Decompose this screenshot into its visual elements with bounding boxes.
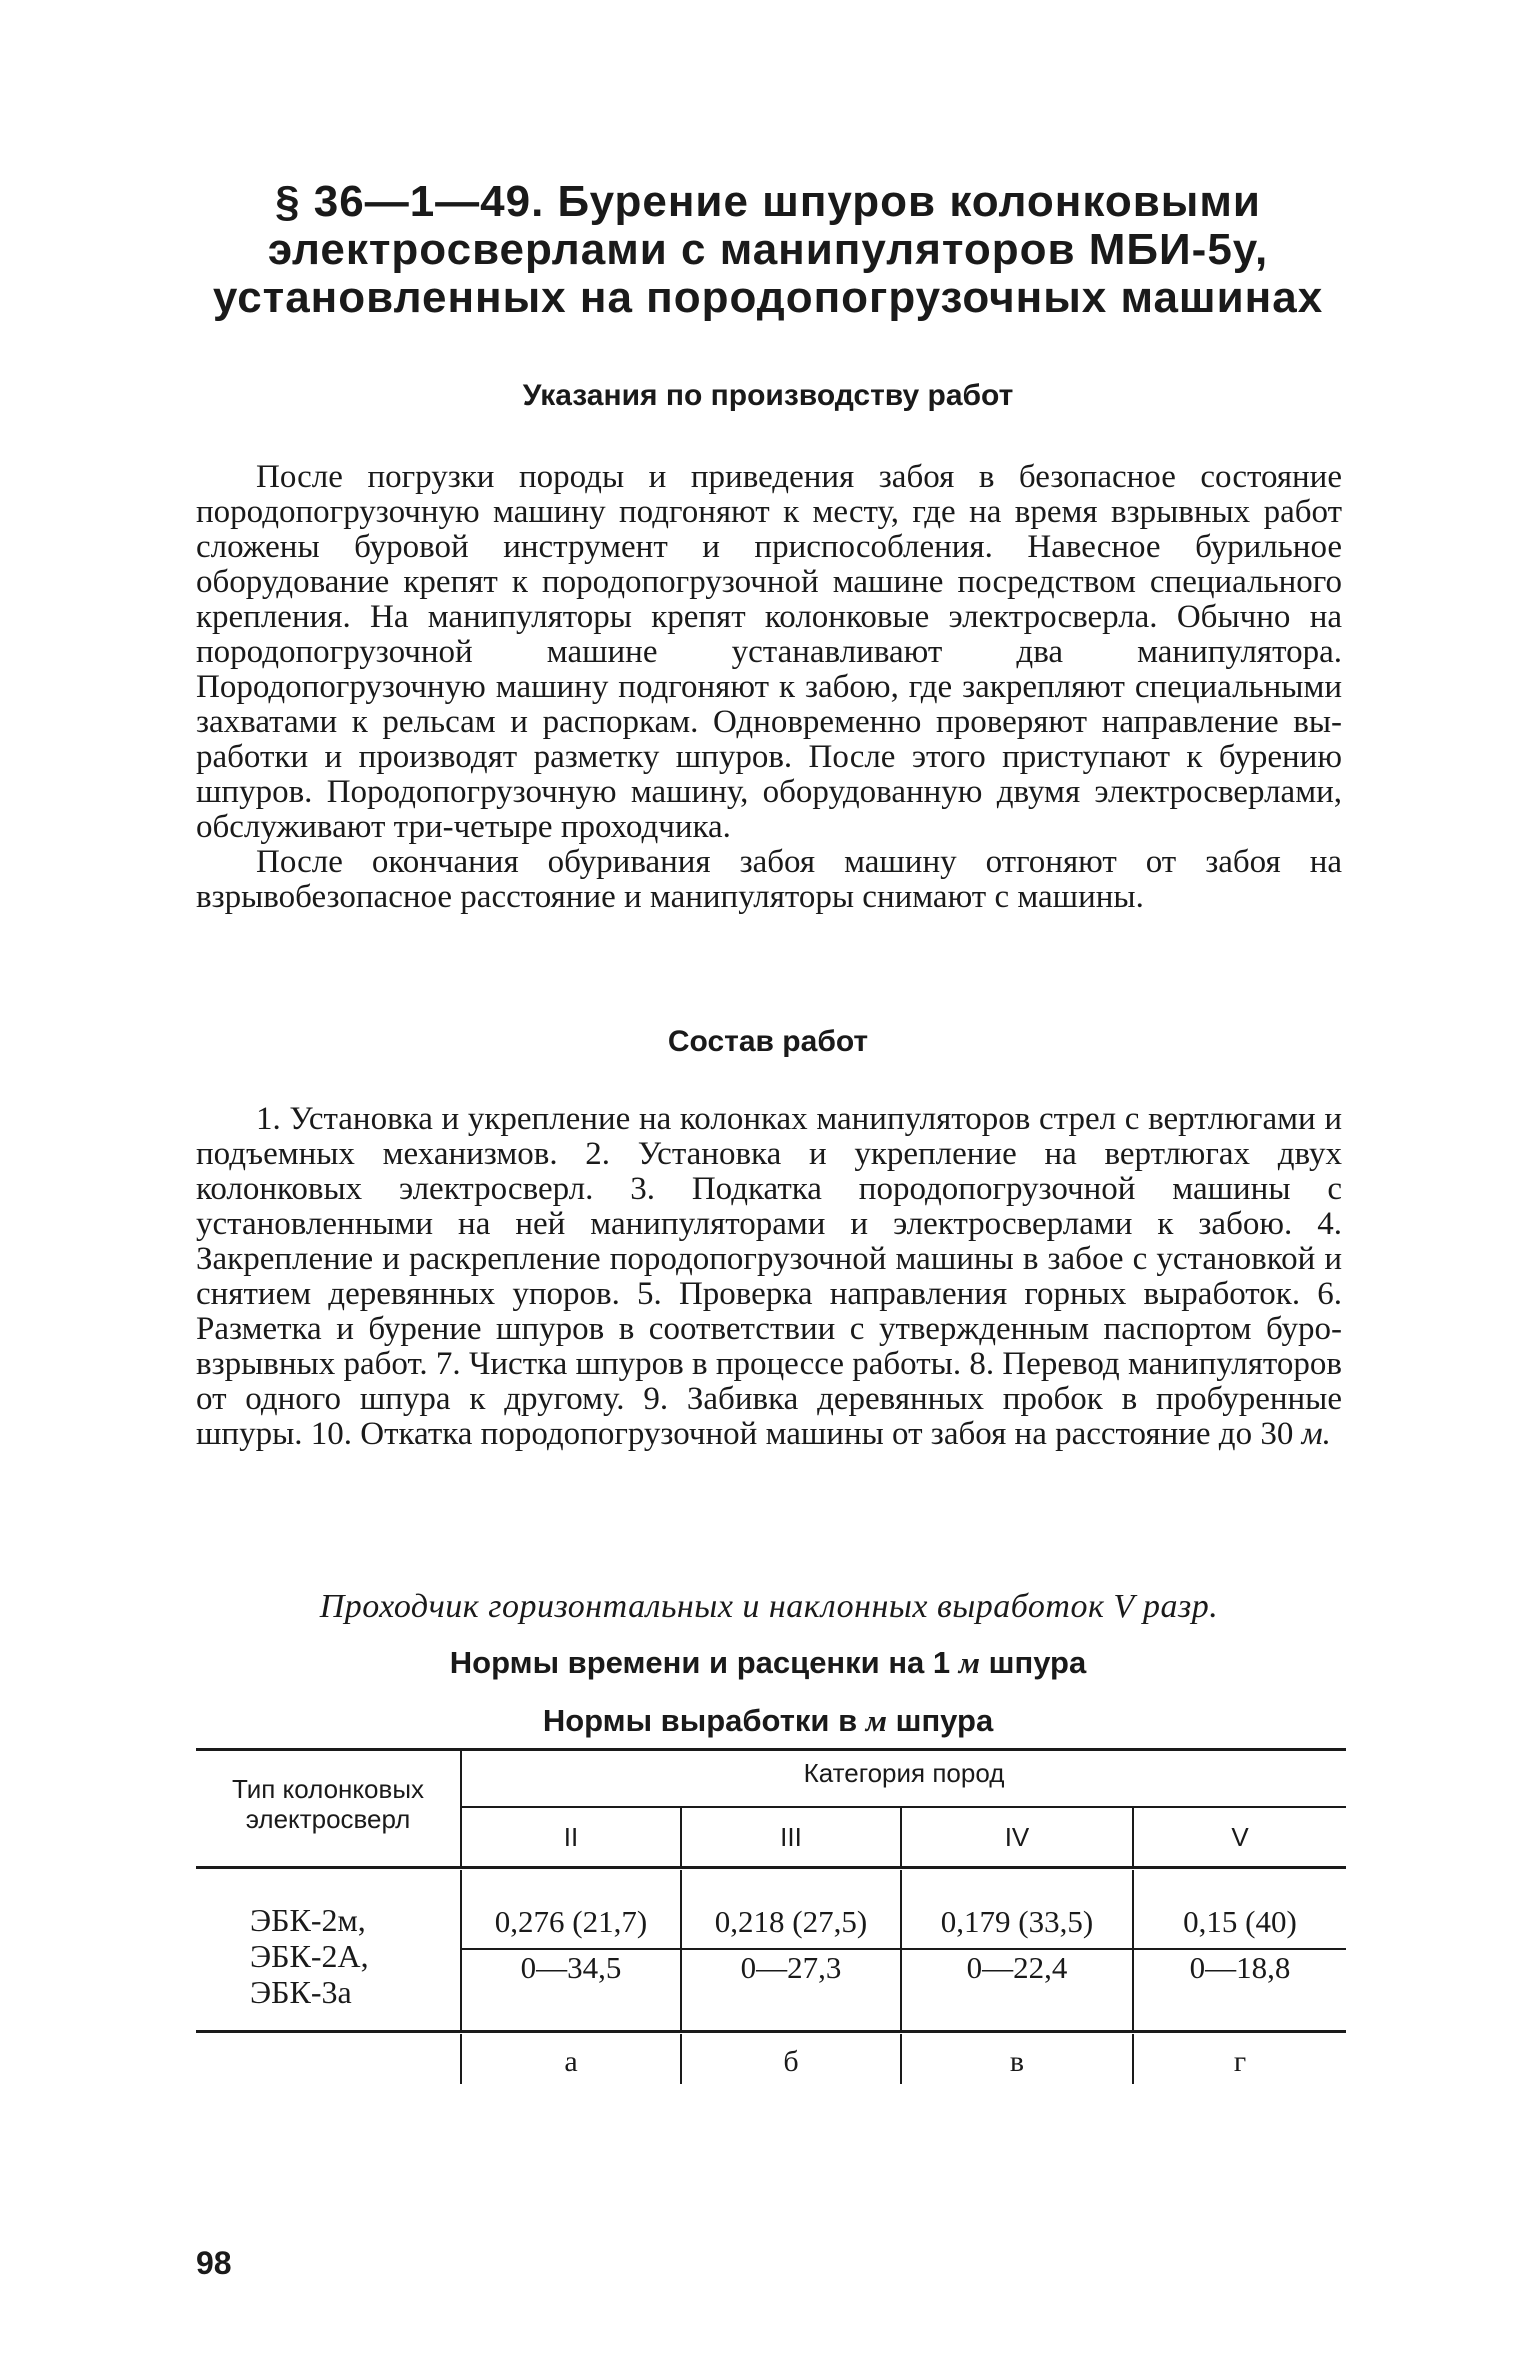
category-header: IV [1004,1822,1030,1852]
time-norm-cell: 0,15 (40) [1183,1904,1297,1939]
section-title-line: установленных на породопогрузочных машинах [212,273,1324,322]
drill-type: ЭБК-2м, [250,1902,366,1938]
time-norm-cell: 0,179 (33,5) [940,1904,1094,1939]
category-header: III [780,1822,802,1852]
rate-cell: 0—18,8 [1189,1950,1291,1985]
column-letter: в [1009,2045,1025,2078]
time-norm-cell: 0,276 (21,7) [494,1904,648,1939]
output-title-text: Нормы выработки в [542,1703,866,1738]
output-unit: м [865,1703,887,1738]
output-title-text: шпура [887,1703,994,1738]
rate-cell: 0—22,4 [966,1950,1068,1985]
norms-title-text: шпура [980,1645,1087,1680]
column-letter: а [564,2045,578,2078]
page-number: 98 [196,2245,232,2281]
col-header-type-line: Тип колонковых [231,1774,425,1804]
composition-paragraph [196,1102,1342,1452]
col-group-header: Категория пород [803,1758,1005,1788]
instructions-paragraph: После погрузки породы и приведения забоя в безопасное состояние породопогрузочную машину подгоняют к месту, где на время взрывных работ сложены буровой инструмент и приспособления. Навесное бурильное оборудование крепят к породопогрузочной машине посредством специального крепления. На манипуляторы крепят колонковые электросверла. Обычно на породопогрузочной машине устанавливают два манипулятора. Породопогрузочную машину подгоняют к забою, где закрепляют специальными захватами к рельсам и распоркам. Одновременно проверяют направление выработки и производят разметку шпуров. После этого приступают к бурению шпуров. Породопогрузочную машину, оборудованную двумя электросверлами, обслуживают три-четыре проходчика. [196,459,1342,845]
instructions-text [196,460,1342,915]
composition-text [196,1102,1342,1452]
time-norm-cell: 0,218 (27,5) [714,1904,868,1939]
composition-heading: Состав работ [667,1025,869,1058]
norms-title [200,1644,1336,1682]
drill-type: ЭБК-3а [250,1974,352,2010]
table-bottom-rule [196,2030,1346,2033]
instructions-paragraph: После окончания обуривания забоя машину отгоняют от забоя на взрывобезопасное расстояние и манипуляторы снимают с машины. [196,844,1342,915]
rate-cell: 0—27,3 [740,1950,842,1985]
norms-unit: м [958,1645,981,1680]
table-top-rule [196,1748,1346,1751]
instructions-heading: Указания по производству работ [522,379,1014,412]
output-norms-title [200,1702,1336,1740]
table-header-rule [196,1866,1346,1869]
rate-cell: 0—34,5 [520,1950,622,1985]
column-letter: г [1233,2045,1247,2078]
category-header: V [1231,1822,1249,1852]
worker-qualification: Проходчик горизонтальных и наклонных выработок V разр. [319,1588,1219,1625]
section-title-line: § 36—1—49. Бурение шпуров колонковыми [275,177,1261,226]
section-title [200,178,1336,322]
col-header-type [196,1774,460,1834]
drill-type: ЭБК-2А, [250,1938,369,1974]
col-header-type-line: электросверл [245,1804,411,1834]
composition-items: 1. Установка и укрепление на колонках манипуляторов стрел с вертлюгами и подъемных механизмов. 2. Установка и укрепление на вертлюгах двух колонковых электросверл. 3. Подкатка породопогрузочной машины с установленными на ней манипуляторами и электросверлами к забою. 4. Закрепление и раскрепление породопогрузочной машины в забое с установкой и снятием деревянных упоров. 5. Проверка направления горных выработок. 6. Разметка и бурение шпуров в соответствии с утвержденным паспортом буровзрывных работ. 7. Чистка шпуров в процессе работы. 8. Перевод манипуляторов от одного шпура к другому. 9. Забивка деревянных пробок в пробуренные шпуры. 10. Откатка породопогрузочной машины от забоя на расстояние до 30 [196,1101,1342,1452]
section-title-line: электросверлами с манипуляторов МБИ-5у, [267,225,1269,274]
unit-label: м. [1301,1416,1331,1452]
column-letter: б [783,2045,799,2078]
norms-title-text: Нормы времени и расценки на 1 [449,1645,959,1680]
category-header: II [563,1822,579,1852]
table-group-rule [462,1806,1346,1808]
row-drill-types [250,1902,460,2010]
